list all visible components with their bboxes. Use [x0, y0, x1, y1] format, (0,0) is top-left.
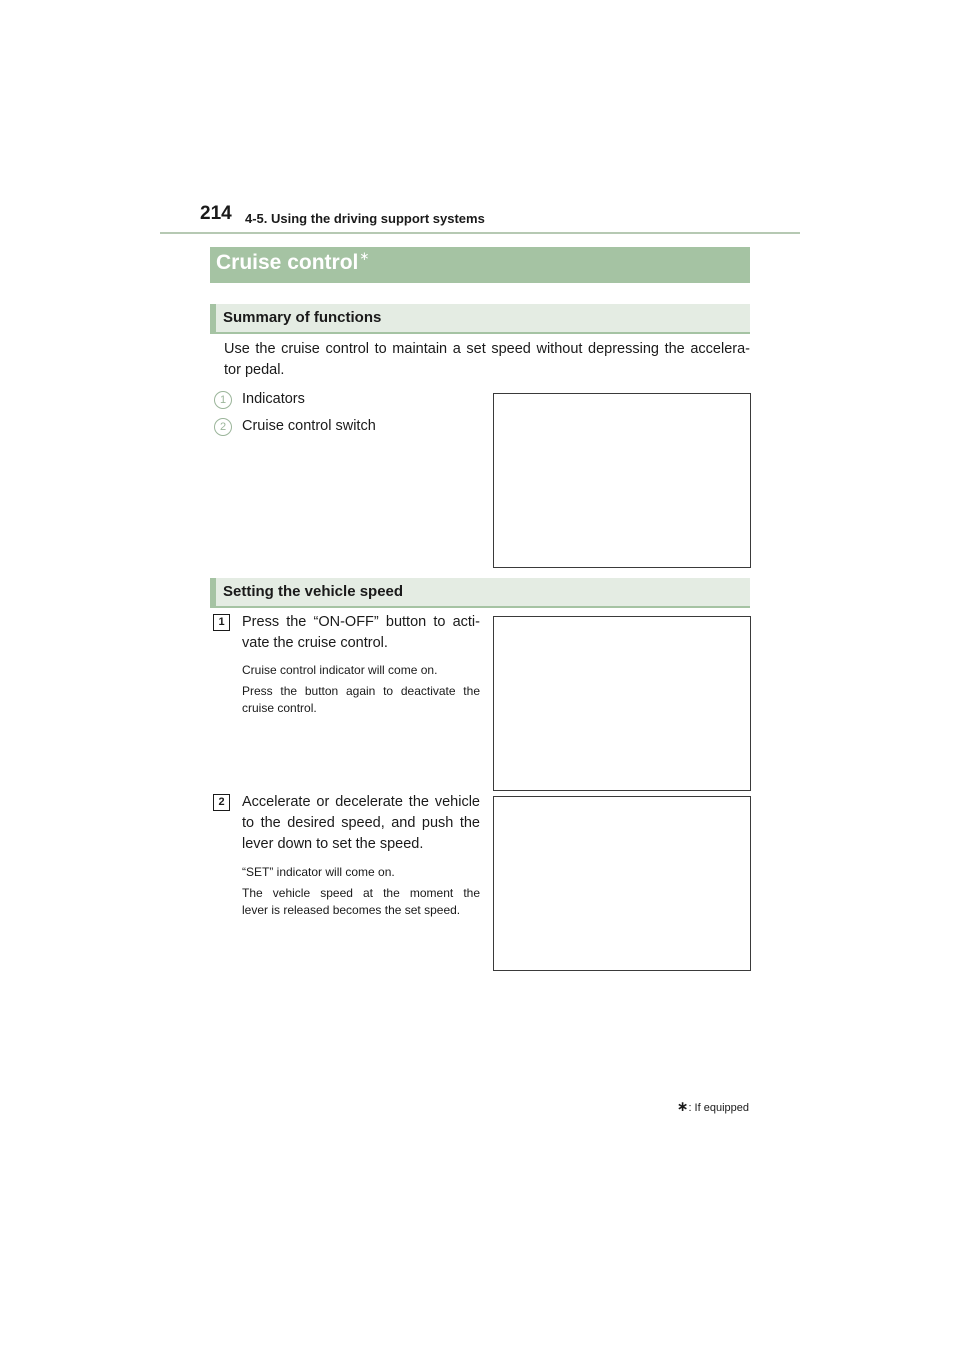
asterisk-icon: ∗: [676, 1098, 689, 1114]
step-2-line1: Accelerate or decelerate the vehicle: [242, 794, 480, 810]
list-item-cruise-switch: Cruise control switch: [242, 418, 376, 434]
header-divider: [160, 232, 800, 234]
step-2-line3: lever down to set the speed.: [242, 836, 424, 852]
page-title-bar: [210, 247, 750, 283]
page-number: 214: [200, 203, 232, 224]
callout-1-icon: 1: [214, 391, 232, 409]
step-1-line2: vate the cruise control.: [242, 635, 388, 651]
step-2-illustration: [493, 796, 751, 971]
step-2-note2: [242, 885, 480, 919]
step-1-note1: Cruise control indicator will come on.: [242, 663, 438, 677]
summary-heading: Summary of functions: [223, 309, 382, 326]
step-2-marker: 2: [213, 794, 230, 811]
summary-heading-bar: [210, 304, 750, 334]
step-1-note2-line1: Press the button again to deactivate the: [242, 684, 480, 698]
step-1-note2: [242, 683, 480, 717]
step-2-line2: to the desired speed, and push the: [242, 815, 480, 831]
step-1-line1: Press the “ON-OFF” button to acti-: [242, 614, 480, 630]
step-1-illustration: [493, 616, 751, 791]
step-2-note2-line1: The vehicle speed at the moment the: [242, 886, 480, 900]
summary-intro-line1: Use the cruise control to maintain a set speed without depressing the accelera-: [224, 341, 750, 357]
step-1-note2-line2: cruise control.: [242, 701, 317, 715]
summary-intro-line2: tor pedal.: [224, 362, 285, 378]
step-1-text: [242, 612, 480, 654]
footnote: [677, 1098, 749, 1115]
setting-heading: Setting the vehicle speed: [223, 583, 404, 600]
step-2-note1: “SET” indicator will come on.: [242, 865, 395, 879]
page-title: [216, 251, 369, 275]
asterisk-icon: ∗: [359, 249, 370, 263]
footnote-text: : If equipped: [688, 1102, 749, 1114]
step-1-marker: 1: [213, 614, 230, 631]
callout-2-icon: 2: [214, 418, 232, 436]
summary-intro: [224, 339, 750, 381]
step-2-text: [242, 792, 480, 855]
summary-illustration: [493, 393, 751, 568]
section-title: 4-5. Using the driving support systems: [245, 211, 485, 226]
page-title-text: Cruise control: [216, 251, 359, 274]
setting-heading-bar: [210, 578, 750, 608]
list-item-indicators: Indicators: [242, 391, 305, 407]
step-2-note2-line2: lever is released becomes the set speed.: [242, 903, 461, 917]
